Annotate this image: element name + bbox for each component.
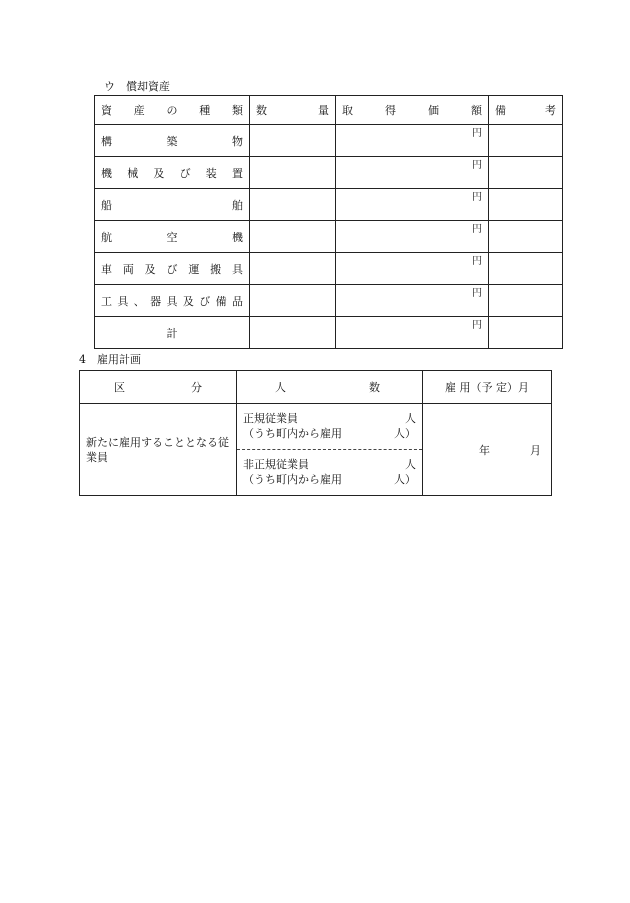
header-char: 分 bbox=[191, 381, 202, 394]
row-char: び bbox=[166, 262, 178, 276]
yen-unit: 円 bbox=[472, 192, 482, 203]
header-char: 種 bbox=[199, 104, 211, 117]
price-cell[interactable] bbox=[336, 317, 489, 349]
remarks-cell[interactable] bbox=[489, 285, 563, 317]
header-char: 数 bbox=[256, 104, 267, 117]
header-asset-type bbox=[95, 96, 250, 125]
employment-plan-table bbox=[79, 370, 552, 496]
header-category bbox=[80, 371, 237, 404]
row-char: 両 bbox=[122, 262, 134, 276]
yen-unit: 円 bbox=[472, 224, 482, 235]
remarks-cell[interactable] bbox=[489, 221, 563, 253]
row-label-ships bbox=[95, 189, 250, 221]
row-char: 具 bbox=[231, 262, 243, 276]
quantity-cell[interactable] bbox=[250, 221, 336, 253]
row-char: 運 bbox=[188, 262, 200, 276]
remarks-cell[interactable] bbox=[489, 157, 563, 189]
category-text: 新たに雇用することとなる従業員 bbox=[86, 435, 229, 464]
nonregular-label: 非正規従業員 bbox=[243, 458, 309, 471]
people-unit: 人） bbox=[394, 473, 416, 486]
header-char: 取 bbox=[342, 104, 353, 117]
people-unit: 人 bbox=[405, 412, 416, 425]
header-char: の bbox=[166, 104, 178, 117]
table-row bbox=[95, 221, 563, 253]
header-char: 産 bbox=[133, 104, 145, 117]
section-u-heading: ウ 償却資産 bbox=[104, 80, 170, 93]
row-label-vehicles bbox=[95, 253, 250, 285]
row-char: び bbox=[199, 294, 211, 308]
total-row bbox=[95, 317, 563, 349]
row-char: 具 bbox=[166, 294, 178, 308]
row-char: 物 bbox=[232, 134, 243, 148]
header-char: 価 bbox=[428, 104, 439, 117]
header-hire-month-text: 雇 用（予 定）月 bbox=[445, 381, 529, 394]
row-label-aircraft bbox=[95, 221, 250, 253]
header-char: 資 bbox=[101, 104, 112, 117]
quantity-cell[interactable] bbox=[250, 285, 336, 317]
row-char: 備 bbox=[215, 294, 227, 308]
row-char: び bbox=[179, 166, 191, 180]
row-char: 船 bbox=[101, 198, 112, 212]
row-char: 置 bbox=[231, 166, 243, 180]
row-char: 舶 bbox=[232, 198, 243, 212]
remarks-cell[interactable] bbox=[489, 253, 563, 285]
regular-label: 正規従業員 bbox=[243, 412, 298, 425]
header-char: 類 bbox=[232, 104, 243, 117]
table-row bbox=[95, 253, 563, 285]
people-unit: 人） bbox=[394, 427, 416, 440]
table-row bbox=[95, 157, 563, 189]
header-char: 数 bbox=[369, 381, 380, 394]
year-unit: 年 bbox=[479, 443, 490, 457]
depreciable-assets-table bbox=[94, 95, 563, 349]
header-hire-month bbox=[423, 371, 552, 404]
total-label bbox=[95, 317, 250, 349]
row-char: 器 bbox=[150, 294, 162, 308]
header-char: 区 bbox=[114, 381, 125, 394]
row-char: 構 bbox=[101, 134, 112, 148]
yen-unit: 円 bbox=[472, 288, 482, 299]
hire-date-cell[interactable] bbox=[423, 404, 552, 496]
row-label-tools bbox=[95, 285, 250, 317]
price-cell[interactable] bbox=[336, 157, 489, 189]
row-char: 及 bbox=[144, 262, 156, 276]
yen-unit: 円 bbox=[472, 256, 482, 267]
row-label-machinery bbox=[95, 157, 250, 189]
nonregular-employee-cell[interactable] bbox=[237, 450, 423, 496]
people-unit: 人 bbox=[405, 458, 416, 471]
price-cell[interactable] bbox=[336, 125, 489, 157]
row-char: 工 bbox=[101, 294, 112, 308]
row-char: 及 bbox=[182, 294, 194, 308]
quantity-cell[interactable] bbox=[250, 157, 336, 189]
price-cell[interactable] bbox=[336, 253, 489, 285]
yen-unit: 円 bbox=[472, 160, 482, 171]
table-row bbox=[95, 125, 563, 157]
table-row bbox=[80, 404, 552, 450]
row-char: 車 bbox=[101, 262, 112, 276]
header-acquisition-price bbox=[336, 96, 489, 125]
header-quantity bbox=[250, 96, 336, 125]
price-cell[interactable] bbox=[336, 189, 489, 221]
price-cell[interactable] bbox=[336, 285, 489, 317]
row-char: 装 bbox=[205, 166, 217, 180]
price-cell[interactable] bbox=[336, 221, 489, 253]
remarks-cell[interactable] bbox=[489, 317, 563, 349]
header-char: 備 bbox=[495, 104, 506, 117]
yen-unit: 円 bbox=[472, 128, 482, 139]
quantity-cell[interactable] bbox=[250, 317, 336, 349]
row-label-structures bbox=[95, 125, 250, 157]
table-row bbox=[95, 285, 563, 317]
table-header-row bbox=[80, 371, 552, 404]
row-char: 航 bbox=[101, 230, 112, 244]
total-label-text: 計 bbox=[166, 326, 178, 340]
row-char: 搬 bbox=[210, 262, 222, 276]
section-4-heading: 4 雇用計画 bbox=[79, 353, 141, 366]
local-hire-label: （うち町内から雇用 bbox=[243, 473, 342, 486]
row-char: 築 bbox=[166, 134, 178, 148]
header-char: 得 bbox=[385, 104, 396, 117]
row-char: 具 bbox=[117, 294, 129, 308]
row-char: 空 bbox=[166, 230, 178, 244]
quantity-cell[interactable] bbox=[250, 125, 336, 157]
row-char: 、 bbox=[133, 294, 145, 308]
remarks-cell[interactable] bbox=[489, 189, 563, 221]
row-char: 及 bbox=[153, 166, 165, 180]
header-char: 考 bbox=[545, 104, 556, 117]
category-cell bbox=[80, 404, 237, 496]
regular-employee-cell[interactable] bbox=[237, 404, 423, 450]
row-char: 械 bbox=[127, 166, 139, 180]
quantity-cell[interactable] bbox=[250, 253, 336, 285]
header-remarks bbox=[489, 96, 563, 125]
header-char: 人 bbox=[275, 381, 286, 394]
table-row bbox=[95, 189, 563, 221]
yen-unit: 円 bbox=[472, 320, 482, 331]
header-char: 額 bbox=[471, 104, 482, 117]
row-char: 機 bbox=[232, 230, 243, 244]
remarks-cell[interactable] bbox=[489, 125, 563, 157]
quantity-cell[interactable] bbox=[250, 189, 336, 221]
local-hire-label: （うち町内から雇用 bbox=[243, 427, 342, 440]
table-header-row bbox=[95, 96, 563, 125]
header-people bbox=[237, 371, 423, 404]
header-char: 量 bbox=[318, 104, 329, 117]
row-char: 機 bbox=[101, 166, 112, 180]
row-char: 品 bbox=[232, 294, 243, 308]
month-unit: 月 bbox=[530, 443, 541, 457]
